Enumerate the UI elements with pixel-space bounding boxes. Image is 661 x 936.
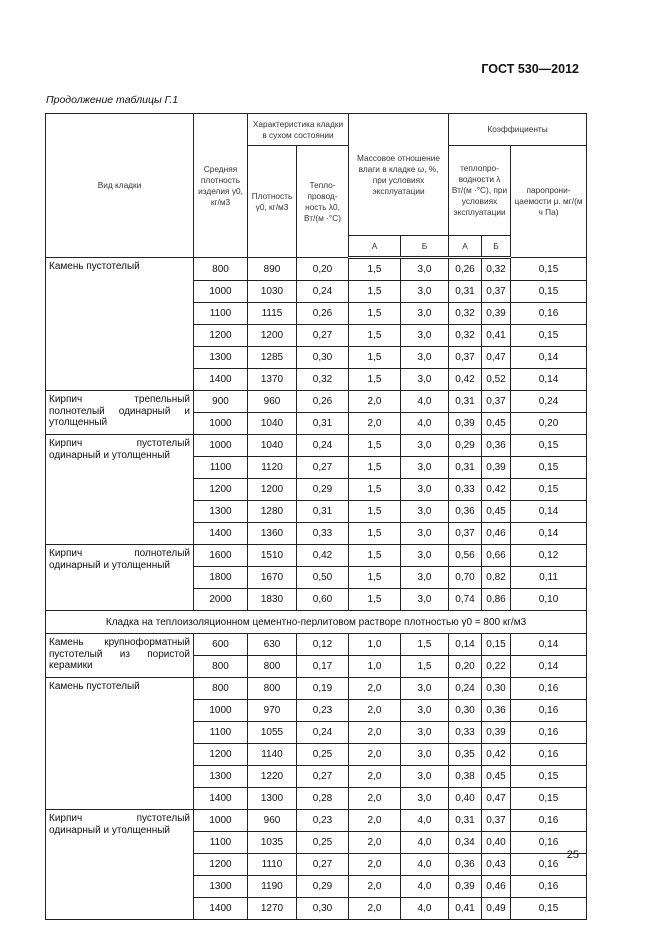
table-cell: 1300 xyxy=(248,788,297,810)
table-cell: 0,39 xyxy=(482,722,511,744)
col-permeability: паропрони-цаемости μ. мг/(м ч Па) xyxy=(511,146,587,258)
table-cell: 0,16 xyxy=(511,744,587,766)
table-cell: 1120 xyxy=(248,457,297,479)
col-conductivity: теплопро-водности λ Вт/(м ·°С), при условиях эксплуатации xyxy=(449,146,511,236)
table-row xyxy=(46,545,587,567)
col-dry-group: Характеристика кладки в сухом состоянии xyxy=(248,114,349,146)
table-cell: 0,31 xyxy=(297,413,349,435)
table-cell: 0,33 xyxy=(449,479,482,501)
table-row xyxy=(46,435,587,457)
table-cell: 0,47 xyxy=(482,347,511,369)
table-cell: 0,15 xyxy=(511,457,587,479)
table-cell: 2,0 xyxy=(349,700,401,722)
table-row xyxy=(46,634,587,656)
table-cell: 3,0 xyxy=(401,545,449,567)
table-cell: 0,32 xyxy=(297,369,349,391)
table-cell: 1200 xyxy=(194,479,248,501)
table-cell: 0,24 xyxy=(297,722,349,744)
table-cell: 3,0 xyxy=(401,700,449,722)
table-row xyxy=(46,810,587,832)
table-cell: 0,24 xyxy=(297,281,349,303)
table-cell: 1400 xyxy=(194,523,248,545)
table-cell: 970 xyxy=(248,700,297,722)
table-cell: 1,5 xyxy=(349,347,401,369)
col-coeffs: Коэффициенты xyxy=(449,114,587,146)
table-cell: 2,0 xyxy=(349,678,401,700)
col-moisture-b: Б xyxy=(401,236,449,258)
table-cell: 2,0 xyxy=(349,854,401,876)
table-cell: 4,0 xyxy=(401,391,449,413)
table-cell: 1,5 xyxy=(349,501,401,523)
table-cell: 0,27 xyxy=(297,457,349,479)
table-cell: 0,14 xyxy=(511,501,587,523)
masonry-type: Камень пустотелый xyxy=(46,258,194,391)
masonry-type: Камень крупноформатный пустотелый из пористой керамики xyxy=(46,634,194,678)
table-cell: 1285 xyxy=(248,347,297,369)
table-cell: 0,37 xyxy=(449,523,482,545)
table-cell: 1,5 xyxy=(349,281,401,303)
table-cell: 1300 xyxy=(194,347,248,369)
table-cell: 1400 xyxy=(194,898,248,920)
table-cell: 0,46 xyxy=(482,876,511,898)
table-cell: 1800 xyxy=(194,567,248,589)
table-cell: 0,35 xyxy=(449,744,482,766)
col-conductivity-a: А xyxy=(449,236,482,258)
table-cell: 0,14 xyxy=(511,656,587,678)
table-cell: 0,14 xyxy=(511,347,587,369)
table-cell: 960 xyxy=(248,810,297,832)
col-moisture-a: А xyxy=(349,236,401,258)
page-number: 25 xyxy=(566,849,579,861)
table-cell: 2,0 xyxy=(349,788,401,810)
table-cell: 1370 xyxy=(248,369,297,391)
table-cell: 3,0 xyxy=(401,678,449,700)
table-cell: 1100 xyxy=(194,832,248,854)
table-cell: 0,15 xyxy=(511,898,587,920)
table-cell: 0,42 xyxy=(449,369,482,391)
table-cell: 3,0 xyxy=(401,567,449,589)
table-row xyxy=(46,678,587,700)
table-cell: 1,5 xyxy=(349,545,401,567)
table-cell: 0,30 xyxy=(482,678,511,700)
table-cell: 0,33 xyxy=(297,523,349,545)
table-cell: 2000 xyxy=(194,589,248,611)
table-cell: 0,45 xyxy=(482,501,511,523)
col-conductivity-b: Б xyxy=(482,236,511,258)
table-cell: 800 xyxy=(194,656,248,678)
table-cell: 0,32 xyxy=(449,325,482,347)
table-cell: 0,12 xyxy=(297,634,349,656)
table-cell: 3,0 xyxy=(401,744,449,766)
table-cell: 1100 xyxy=(194,722,248,744)
table-cell: 0,22 xyxy=(482,656,511,678)
col-avg-density: Средняя плотность изделия γ0, кг/м3 xyxy=(194,114,248,258)
table-cell: 0,15 xyxy=(511,325,587,347)
table-cell: 0,37 xyxy=(449,347,482,369)
table-cell: 0,15 xyxy=(511,258,587,281)
table-cell: 1,0 xyxy=(349,634,401,656)
table-cell: 0,45 xyxy=(482,766,511,788)
table-cell: 0,15 xyxy=(482,634,511,656)
table-cell: 0,30 xyxy=(449,700,482,722)
table-cell: 1,5 xyxy=(401,634,449,656)
table-cell: 0,33 xyxy=(449,722,482,744)
table-caption: Продолжение таблицы Г.1 xyxy=(46,94,179,106)
table-cell: 1360 xyxy=(248,523,297,545)
table-cell: 0,16 xyxy=(511,722,587,744)
table-cell: 800 xyxy=(194,678,248,700)
table-cell: 1115 xyxy=(248,303,297,325)
table-cell: 0,11 xyxy=(511,567,587,589)
table-cell: 1200 xyxy=(194,854,248,876)
table-cell: 1200 xyxy=(194,744,248,766)
table-cell: 0,19 xyxy=(297,678,349,700)
col-type: Вид кладки xyxy=(46,114,194,258)
table-cell: 0,24 xyxy=(449,678,482,700)
table-cell: 1200 xyxy=(248,479,297,501)
table-cell: 0,10 xyxy=(511,589,587,611)
table-cell: 0,39 xyxy=(449,876,482,898)
table-cell: 3,0 xyxy=(401,457,449,479)
table-cell: 3,0 xyxy=(401,369,449,391)
table-cell: 3,0 xyxy=(401,325,449,347)
table-cell: 1510 xyxy=(248,545,297,567)
table-cell: 0,15 xyxy=(511,281,587,303)
section-title: Кладка на теплоизоляционном цементно-перлитовом растворе плотностью γ0 = 800 кг/м3 xyxy=(46,611,587,634)
table-cell: 0,37 xyxy=(482,810,511,832)
table-cell: 1200 xyxy=(194,325,248,347)
table-cell: 2,0 xyxy=(349,722,401,744)
table-cell: 0,36 xyxy=(482,435,511,457)
table-cell: 0,40 xyxy=(449,788,482,810)
table-cell: 0,56 xyxy=(449,545,482,567)
table-cell: 0,12 xyxy=(511,545,587,567)
table-cell: 4,0 xyxy=(401,832,449,854)
table-cell: 0,27 xyxy=(297,854,349,876)
table-cell: 0,38 xyxy=(449,766,482,788)
table-cell: 2,0 xyxy=(349,898,401,920)
table-cell: 1000 xyxy=(194,700,248,722)
section-row xyxy=(46,611,587,634)
table-cell: 0,47 xyxy=(482,788,511,810)
table-cell: 1600 xyxy=(194,545,248,567)
table-cell: 3,0 xyxy=(401,788,449,810)
table-cell: 0,60 xyxy=(297,589,349,611)
table-cell: 1300 xyxy=(194,501,248,523)
table-cell: 0,37 xyxy=(482,281,511,303)
table-cell: 1670 xyxy=(248,567,297,589)
table-cell: 3,0 xyxy=(401,479,449,501)
table-cell: 0,43 xyxy=(482,854,511,876)
table-cell: 1830 xyxy=(248,589,297,611)
table-cell: 0,16 xyxy=(511,700,587,722)
table-cell: 0,20 xyxy=(449,656,482,678)
col-moisture: Массовое отношение влаги в кладке ω, %, при условиях эксплуатации xyxy=(349,114,449,236)
table-cell: 0,16 xyxy=(511,854,587,876)
table-cell: 2,0 xyxy=(349,744,401,766)
table-cell: 800 xyxy=(248,656,297,678)
col-dry-conductivity: Тепло-провод-ность λ0, Вт/(м ·°С) xyxy=(297,146,349,258)
table-cell: 0,14 xyxy=(449,634,482,656)
table-cell: 3,0 xyxy=(401,589,449,611)
table-cell: 0,66 xyxy=(482,545,511,567)
table-cell: 1300 xyxy=(194,876,248,898)
table-cell: 3,0 xyxy=(401,281,449,303)
table-cell: 1000 xyxy=(194,435,248,457)
table-cell: 0,16 xyxy=(511,678,587,700)
table-cell: 0,32 xyxy=(449,303,482,325)
table-cell: 0,27 xyxy=(297,766,349,788)
table-cell: 0,50 xyxy=(297,567,349,589)
table-cell: 0,39 xyxy=(482,303,511,325)
table-cell: 0,26 xyxy=(297,303,349,325)
table-cell: 1,5 xyxy=(349,567,401,589)
table-body xyxy=(46,258,587,920)
table-cell: 0,24 xyxy=(297,435,349,457)
table-cell: 1100 xyxy=(194,303,248,325)
table-cell: 1,5 xyxy=(401,656,449,678)
table-cell: 0,39 xyxy=(482,457,511,479)
table-cell: 1140 xyxy=(248,744,297,766)
table-cell: 0,26 xyxy=(297,391,349,413)
table-cell: 3,0 xyxy=(401,501,449,523)
table-cell: 0,49 xyxy=(482,898,511,920)
table-row xyxy=(46,391,587,413)
table-cell: 1,5 xyxy=(349,457,401,479)
table-cell: 2,0 xyxy=(349,766,401,788)
table-cell: 1400 xyxy=(194,788,248,810)
table-cell: 0,31 xyxy=(449,810,482,832)
table-cell: 1400 xyxy=(194,369,248,391)
table-cell: 1,5 xyxy=(349,258,401,281)
table-cell: 2,0 xyxy=(349,413,401,435)
table-cell: 0,29 xyxy=(297,479,349,501)
table-cell: 3,0 xyxy=(401,435,449,457)
table-cell: 1030 xyxy=(248,281,297,303)
table-cell: 0,15 xyxy=(511,479,587,501)
table-cell: 0,31 xyxy=(449,457,482,479)
table-cell: 1,5 xyxy=(349,523,401,545)
table-cell: 1110 xyxy=(248,854,297,876)
table-cell: 800 xyxy=(194,258,248,281)
table-cell: 0,24 xyxy=(511,391,587,413)
table-cell: 630 xyxy=(248,634,297,656)
table-cell: 2,0 xyxy=(349,810,401,832)
table-cell: 1035 xyxy=(248,832,297,854)
table-cell: 0,29 xyxy=(449,435,482,457)
table-cell: 3,0 xyxy=(401,258,449,281)
table-cell: 0,45 xyxy=(482,413,511,435)
table-cell: 900 xyxy=(194,391,248,413)
standard-header: ГОСТ 530—2012 xyxy=(481,62,579,76)
table-cell: 1100 xyxy=(194,457,248,479)
table-cell: 0,16 xyxy=(511,876,587,898)
table-cell: 1,5 xyxy=(349,479,401,501)
table-cell: 0,39 xyxy=(449,413,482,435)
table-cell: 0,20 xyxy=(297,258,349,281)
table-cell: 0,28 xyxy=(297,788,349,810)
table-cell: 0,25 xyxy=(297,744,349,766)
table-cell: 0,36 xyxy=(449,854,482,876)
table-cell: 2,0 xyxy=(349,832,401,854)
table-cell: 0,70 xyxy=(449,567,482,589)
table-cell: 0,14 xyxy=(511,634,587,656)
table-cell: 4,0 xyxy=(401,854,449,876)
table-cell: 0,30 xyxy=(297,898,349,920)
table-cell: 0,23 xyxy=(297,700,349,722)
table-cell: 0,52 xyxy=(482,369,511,391)
table-cell: 0,26 xyxy=(449,258,482,281)
table-cell: 0,42 xyxy=(482,479,511,501)
table-cell: 0,29 xyxy=(297,876,349,898)
col-dry-density: Плотность γ0, кг/м3 xyxy=(248,146,297,258)
table-cell: 3,0 xyxy=(401,523,449,545)
table-cell: 1190 xyxy=(248,876,297,898)
table-cell: 1280 xyxy=(248,501,297,523)
table-cell: 3,0 xyxy=(401,722,449,744)
table-cell: 4,0 xyxy=(401,898,449,920)
table-cell: 1220 xyxy=(248,766,297,788)
table-cell: 0,14 xyxy=(511,369,587,391)
table-cell: 0,27 xyxy=(297,325,349,347)
table-cell: 0,41 xyxy=(482,325,511,347)
table-cell: 0,31 xyxy=(297,501,349,523)
table-cell: 0,16 xyxy=(511,303,587,325)
table-cell: 0,34 xyxy=(449,832,482,854)
table-cell: 0,42 xyxy=(297,545,349,567)
table-cell: 1270 xyxy=(248,898,297,920)
table-cell: 4,0 xyxy=(401,413,449,435)
table-cell: 0,15 xyxy=(511,788,587,810)
table-cell: 2,0 xyxy=(349,391,401,413)
table-cell: 1040 xyxy=(248,435,297,457)
table-cell: 1,0 xyxy=(349,656,401,678)
table-cell: 0,42 xyxy=(482,744,511,766)
table-cell: 3,0 xyxy=(401,303,449,325)
table-cell: 3,0 xyxy=(401,766,449,788)
table-cell: 1300 xyxy=(194,766,248,788)
table-cell: 0,14 xyxy=(511,523,587,545)
table-cell: 800 xyxy=(248,678,297,700)
table-cell: 4,0 xyxy=(401,876,449,898)
table-cell: 3,0 xyxy=(401,347,449,369)
table-cell: 0,31 xyxy=(449,391,482,413)
table-cell: 0,30 xyxy=(297,347,349,369)
table-cell: 0,36 xyxy=(449,501,482,523)
table-cell: 1000 xyxy=(194,810,248,832)
table-cell: 1,5 xyxy=(349,589,401,611)
masonry-type: Кирпич пустотелый одинарный и утолщенный xyxy=(46,810,194,920)
table-cell: 0,23 xyxy=(297,810,349,832)
table-cell: 0,16 xyxy=(511,832,587,854)
table-cell: 1,5 xyxy=(349,369,401,391)
table-cell: 1,5 xyxy=(349,325,401,347)
table-cell: 1200 xyxy=(248,325,297,347)
masonry-type: Кирпич пустотелый одинарный и утолщенный xyxy=(46,435,194,545)
table-row xyxy=(46,258,587,281)
table-cell: 1055 xyxy=(248,722,297,744)
table-cell: 4,0 xyxy=(401,810,449,832)
table-cell: 0,82 xyxy=(482,567,511,589)
table-cell: 0,37 xyxy=(482,391,511,413)
table-cell: 0,15 xyxy=(511,766,587,788)
table-cell: 0,15 xyxy=(511,435,587,457)
table-cell: 0,40 xyxy=(482,832,511,854)
table-cell: 1,5 xyxy=(349,303,401,325)
table-cell: 1040 xyxy=(248,413,297,435)
table-cell: 1000 xyxy=(194,413,248,435)
table-cell: 0,17 xyxy=(297,656,349,678)
table-cell: 0,32 xyxy=(482,258,511,281)
masonry-type: Камень пустотелый xyxy=(46,678,194,810)
table-cell: 0,20 xyxy=(511,413,587,435)
data-table xyxy=(45,113,587,920)
table-cell: 0,16 xyxy=(511,810,587,832)
table-cell: 0,31 xyxy=(449,281,482,303)
table-cell: 0,46 xyxy=(482,523,511,545)
table-cell: 0,86 xyxy=(482,589,511,611)
table-cell: 0,74 xyxy=(449,589,482,611)
masonry-type: Кирпич трепельный полнотелый одинарный и утолщенный xyxy=(46,391,194,435)
table-cell: 960 xyxy=(248,391,297,413)
table-cell: 1,5 xyxy=(349,435,401,457)
table-cell: 890 xyxy=(248,258,297,281)
table-cell: 600 xyxy=(194,634,248,656)
table-cell: 0,25 xyxy=(297,832,349,854)
table-cell: 0,41 xyxy=(449,898,482,920)
table-cell: 0,36 xyxy=(482,700,511,722)
table-cell: 1000 xyxy=(194,281,248,303)
table-cell: 2,0 xyxy=(349,876,401,898)
masonry-type: Кирпич полнотелый одинарный и утолщенный xyxy=(46,545,194,611)
